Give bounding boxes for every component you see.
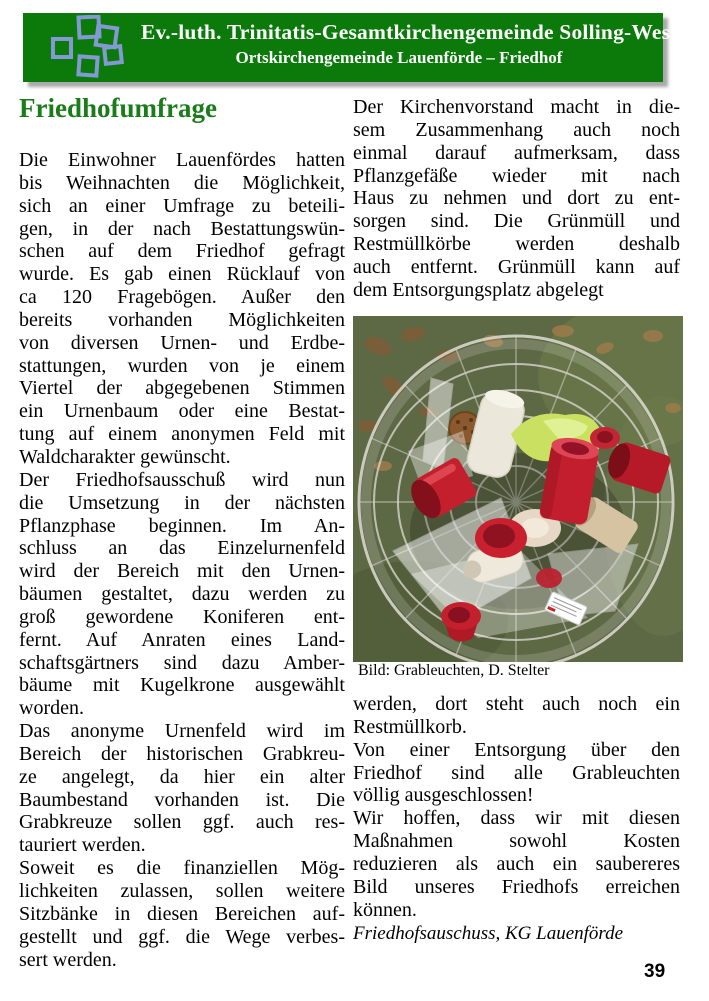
photo-caption: Bild: Grableuchten, D. Stelter — [358, 662, 550, 679]
header-title: Ev.-luth. Trinitatis-Gesamtkirchengemeinde Solling-Weser — [141, 20, 690, 44]
page-number: 39 — [644, 961, 666, 982]
paragraph: Das anonyme Urnenfeld wird im Bereich der historischen Grabkreu- ze angelegt, da hier ein alter Baumbestand vorhanden ist. Die Grabkreuze sollen ggf. auch res- tauriert werden. — [19, 720, 345, 857]
paragraph: Von einer Entsorgung über den Friedhof sind alle Grableuchten völlig ausgeschlossen! — [353, 738, 680, 807]
paragraph: Die Einwohner Lauenfördes hatten bis Weihnachten die Möglichkeit, sich an einer Umfrage zu beteili- gen, in der nach Bestattungswün- schen auf dem Friedhof gefragt wurde. Es gab einen Rücklauf von ca 120 Fragebögen. Außer den bereits vorhanden Möglichkeiten von diversen Urnen- und Erdbe- stattungen, wurden von je einem Viertel der abgegebenen Stimmen ein Urnenbaum oder eine Bestat- tung auf einem anonymen Feld mit Waldcharakter gewünscht. — [19, 149, 345, 468]
paragraph: Wir hoffen, dass wir mit diesen Maßnahmen sowohl Kosten reduzieren als auch ein saubereres Bild unseres Friedhofs erreichen können. — [353, 807, 680, 921]
paragraph: werden, dort steht auch noch ein Restmüllkorb. — [353, 693, 680, 738]
banner-text — [141, 20, 690, 68]
right-column-top — [353, 96, 680, 302]
article-heading: Friedhofumfrage — [19, 93, 217, 123]
signature: Friedhofsauschuss, KG Lauenförde — [353, 923, 624, 945]
right-column-bottom — [353, 693, 680, 946]
paragraph: Der Kirchenvorstand macht in die- sem Zusammenhang auch noch einmal darauf aufmerksam, dass Pflanzgefäße wieder mit nach Haus zu nehmen und dort zu ent- sorgen sind. Die Grünmüll und Restmüllkörbe werden deshalb auch entfernt. Grünmüll kann auf dem Entsorgungsplatz abgelegt — [353, 96, 680, 301]
paragraph: Soweit es die finanziellen Mög- lichkeiten zulassen, sollen weitere Sitzbänke in diesen Bereichen auf- gestellt und ggf. die Wege verbes- sert werden. — [19, 857, 345, 971]
paragraph: Der Friedhofsausschuß wird nun die Umsetzung in der nächsten Pflanzphase beginnen. Im An- schluss an das Einzelurnenfeld wird der Bereich mit den Urnen- bäumen gestaltet, dazu werden zu groß gewordene Koniferen ent- fernt. Auf Anraten eines Land- schaftsgärtners sind dazu Amber- bäume mit Kugelkrone ausgewählt worden. — [19, 468, 345, 720]
left-column — [19, 149, 345, 971]
header-banner — [23, 13, 690, 82]
parish-squares-cross-logo-icon — [49, 15, 149, 81]
grave-lights-photo — [353, 316, 683, 662]
header-subtitle: Ortskirchengemeinde Lauenförde – Friedhof — [235, 48, 563, 67]
